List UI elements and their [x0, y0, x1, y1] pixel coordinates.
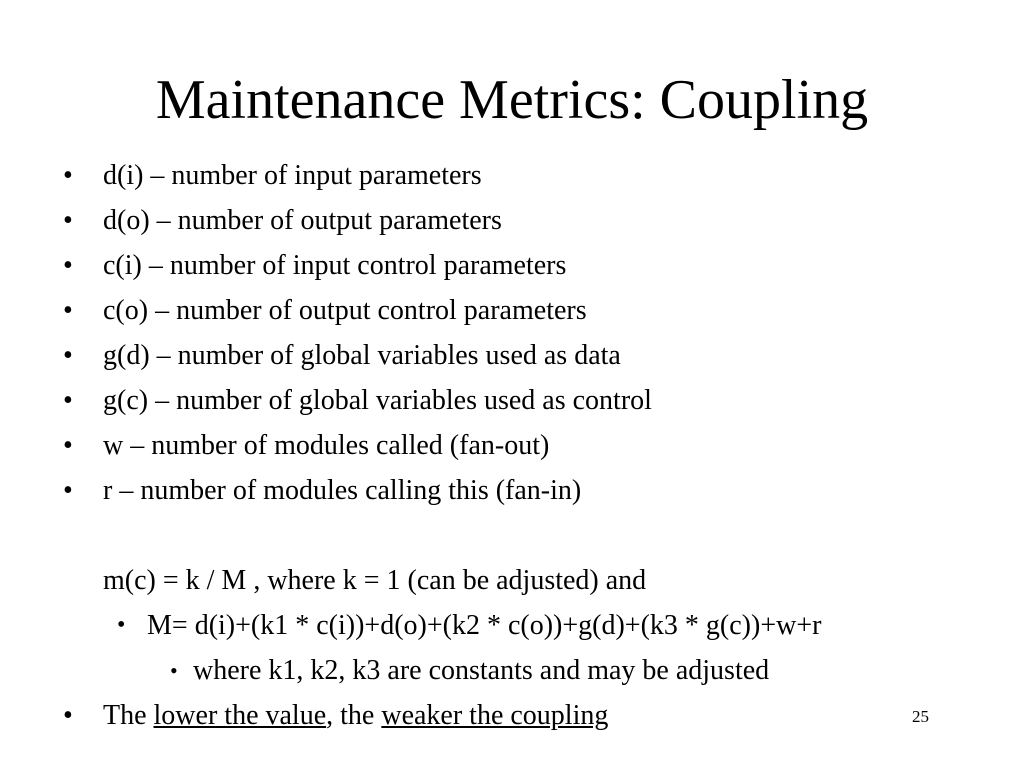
- bullet-point: •: [63, 430, 73, 461]
- bullet-point: •: [63, 295, 73, 326]
- final-prefix: The: [103, 700, 154, 731]
- bullet-text: r – number of modules calling this (fan-in): [103, 475, 582, 506]
- bullet-text: d(i) – number of input parameters: [103, 160, 482, 191]
- bullet-text: g(c) – number of global variables used as control: [103, 385, 652, 416]
- bullet-point: •: [63, 160, 73, 191]
- bullet-point: •: [63, 475, 73, 506]
- sub-sub-bullet-point: •: [170, 658, 178, 683]
- bullet-point: •: [63, 385, 73, 416]
- bullet-text: c(i) – number of input control parameters: [103, 250, 567, 281]
- final-middle: , the: [326, 700, 382, 731]
- bullet-point: •: [63, 340, 73, 371]
- formula-text: m(c) = k / M , where k = 1 (can be adjusted) and: [103, 565, 647, 596]
- bullet-text: g(d) – number of global variables used as data: [103, 340, 621, 371]
- bullet-point: •: [63, 700, 73, 731]
- sub-bullet-point: •: [117, 612, 126, 638]
- bullet-point: •: [63, 250, 73, 281]
- bullet-point: •: [63, 205, 73, 236]
- underlined-weaker-the-coupling: weaker the coupling: [381, 700, 609, 731]
- sub-sub-bullet-text: where k1, k2, k3 are constants and may be adjusted: [193, 655, 770, 686]
- page-number: 25: [912, 707, 929, 726]
- bullet-text: w – number of modules called (fan-out): [103, 430, 550, 461]
- final-bullet-text: [103, 693, 608, 738]
- underlined-lower-the-value: lower the value: [153, 700, 327, 731]
- sub-bullet-text: M= d(i)+(k1 * c(i))+d(o)+(k2 * c(o))+g(d)+(k3 * g(c))+w+r: [147, 610, 822, 641]
- slide-title: Maintenance Metrics: Coupling: [155, 69, 869, 131]
- bullet-text: c(o) – number of output control parameters: [103, 295, 587, 326]
- bullet-text: d(o) – number of output parameters: [103, 205, 502, 236]
